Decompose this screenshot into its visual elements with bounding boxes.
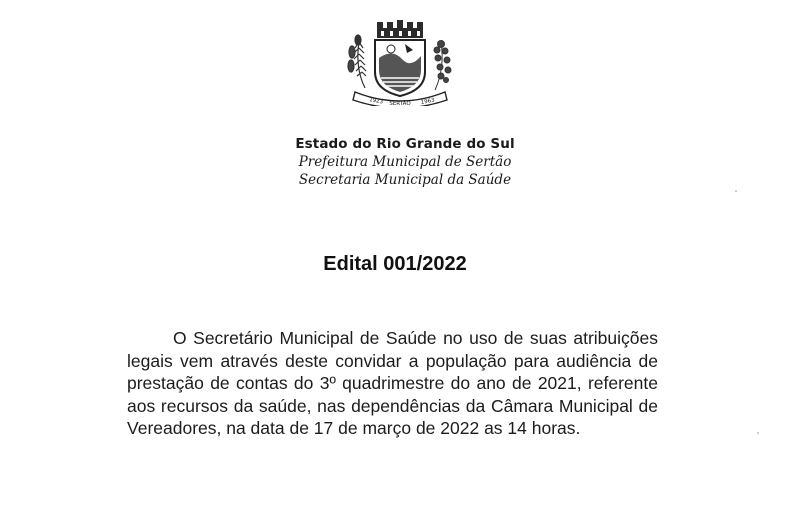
banner-center-text: SERTÃO [389, 101, 411, 106]
banner-right-text: 1963 [420, 97, 436, 106]
letterhead [230, 135, 580, 189]
wheat-left-icon [348, 35, 366, 88]
shield-icon [375, 40, 425, 96]
prefecture-name: Prefeitura Municipal de Sertão [298, 154, 512, 170]
scan-speck [735, 190, 737, 192]
department-name: Secretaria Municipal da Saúde [298, 172, 512, 188]
branch-right-icon [434, 41, 451, 91]
mural-crown-icon [377, 20, 423, 38]
document-title: Edital 001/2022 [323, 253, 467, 275]
document-body [127, 327, 658, 440]
body-paragraph: O Secretário Municipal de Saúde no uso de suas atribuições legais vem através deste convidar a população para audiência de prestação de contas do 3º quadrimestre do ano de 2021, referente aos recursos da saúde, nas dependências da Câmara Municipal de Vereadores, na data de 17 de março de 2022 as 14 horas. [127, 328, 658, 439]
scan-speck [757, 432, 759, 434]
coat-of-arms-icon [341, 18, 459, 106]
state-name: Estado do Rio Grande do Sul [295, 136, 515, 152]
banner-left-text: 1923 [368, 97, 384, 106]
